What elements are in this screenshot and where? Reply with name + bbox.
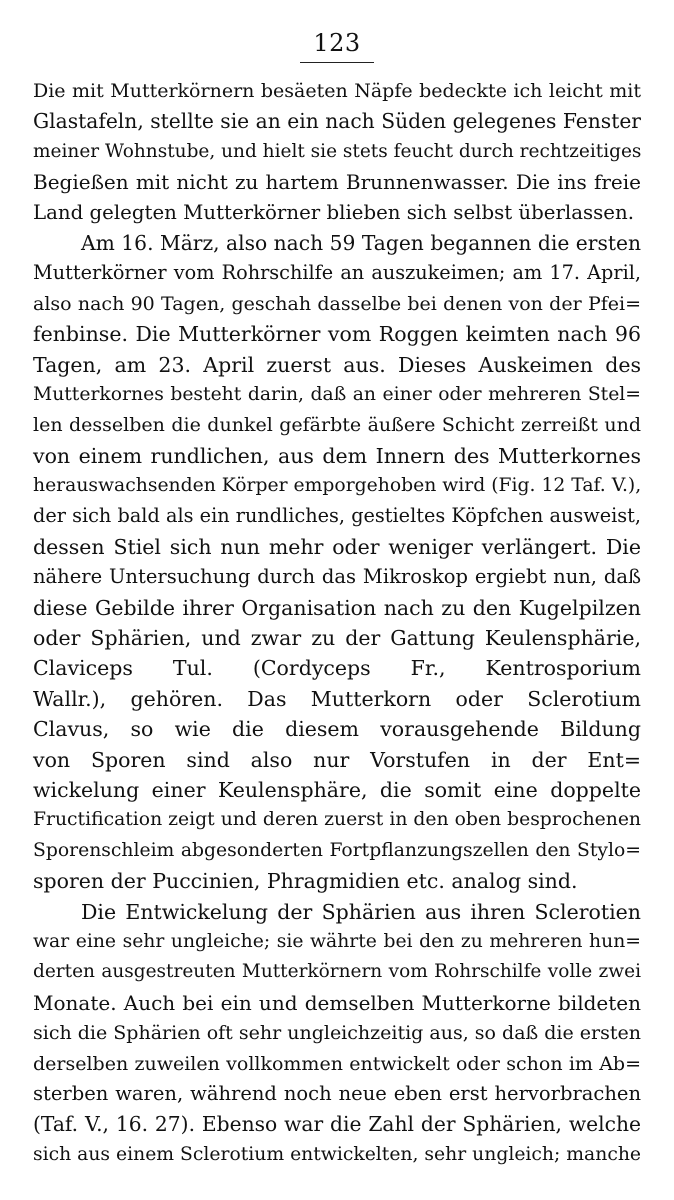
text-line: herauswachsenden Körper emporgehoben wird (Fig. 12 Taf. V.), (33, 475, 642, 497)
text-line: sporen der Puccinien, Phragmidien etc. analog sind. (33, 869, 578, 894)
text-line: von Sporen sind also nur Vorstufen in der Ent= (33, 747, 641, 772)
body-text (33, 76, 641, 1170)
text-line: Tagen, am 23. April zuerst aus. Dieses Auskeimen des (33, 352, 641, 377)
text-line: derten ausgestreuten Mutterkörnern vom Rohrschilfe volle zwei (33, 961, 641, 983)
text-line: len desselben die dunkel gefärbte äußere Schicht zerreißt und (33, 414, 641, 437)
text-line: Die Entwickelung der Sphärien aus ihren Sclerotien (81, 899, 641, 924)
text-line: dessen Stiel sich nun mehr oder weniger verlängert. Die (33, 534, 641, 559)
text-line: sterben waren, während noch neue eben erst hervorbrachen (33, 1081, 641, 1105)
text-line: fenbinse. Die Mutterkörner vom Roggen keimten nach 96 (33, 322, 641, 347)
text-line: Begießen mit nicht zu hartem Brunnenwasser. Die ins freie (33, 170, 641, 195)
text-line: von einem rundlichen, aus dem Innern des Mutterkornes (33, 443, 641, 468)
text-line: der sich bald als ein rundliches, gestieltes Köpfchen ausweist, (33, 504, 641, 528)
text-line: Sporenschleim abgesonderten Fortpflanzungszellen den Stylo= (33, 839, 641, 861)
text-line: Claviceps Tul. (Cordyceps Fr., Kentrosporium (33, 656, 641, 681)
text-line: diese Gebilde ihrer Organisation nach zu den Kugelpilzen (33, 595, 641, 620)
text-line: oder Sphärien, und zwar zu der Gattung Keulensphärie, (33, 626, 641, 651)
text-line: Die mit Mutterkörnern besäeten Näpfe bedeckte ich leicht mit (33, 80, 641, 102)
text-line: war eine sehr ungleiche; sie währte bei den zu mehreren hun= (33, 930, 641, 952)
text-line: Monate. Auch bei ein und demselben Mutterkorne bildeten (33, 990, 641, 1015)
text-line: Land gelegten Mutterkörner blieben sich selbst überlassen. (33, 200, 634, 224)
page-number-underline (300, 62, 374, 63)
text-line: Am 16. März, also nach 59 Tagen begannen die ersten (81, 230, 641, 255)
text-line: derselben zuweilen vollkommen entwickelt oder schon im Ab= (33, 1052, 641, 1075)
text-line: Clavus, so wie die diesem vorausgehende Bildung (33, 717, 641, 742)
text-line: (Taf. V., 16. 27). Ebenso war die Zahl der Sphärien, welche (33, 1112, 641, 1137)
text-line: Wallr.), gehören. Das Mutterkorn oder Sclerotium (33, 686, 641, 711)
text-line: Glastafeln, stellte sie an ein nach Süden gelegenes Fenster (33, 109, 641, 134)
text-line: wickelung einer Keulensphäre, die somit eine doppelte (33, 777, 641, 802)
text-line: nähere Untersuchung durch das Mikroskop ergiebt nun, daß (33, 565, 641, 589)
text-line: meiner Wohnstube, und hielt sie stets feucht durch rechtzeitiges (33, 140, 642, 162)
page-number: 123 (313, 29, 361, 57)
text-line: Fructification zeigt und deren zuerst in den oben besprochenen (33, 809, 641, 831)
text-line: Mutterkörner vom Rohrschilfe an auszukeimen; am 17. April, (33, 261, 641, 285)
text-line: sich aus einem Sclerotium entwickelten, sehr ungleich; manche (33, 1143, 641, 1165)
text-line: sich die Sphärien oft sehr ungleichzeitig aus, so daß die ersten (33, 1022, 641, 1045)
text-line: also nach 90 Tagen, geschah dasselbe bei denen von der Pfei= (33, 292, 641, 315)
text-line: Mutterkornes besteht darin, daß an einer oder mehreren Stel= (33, 383, 641, 405)
